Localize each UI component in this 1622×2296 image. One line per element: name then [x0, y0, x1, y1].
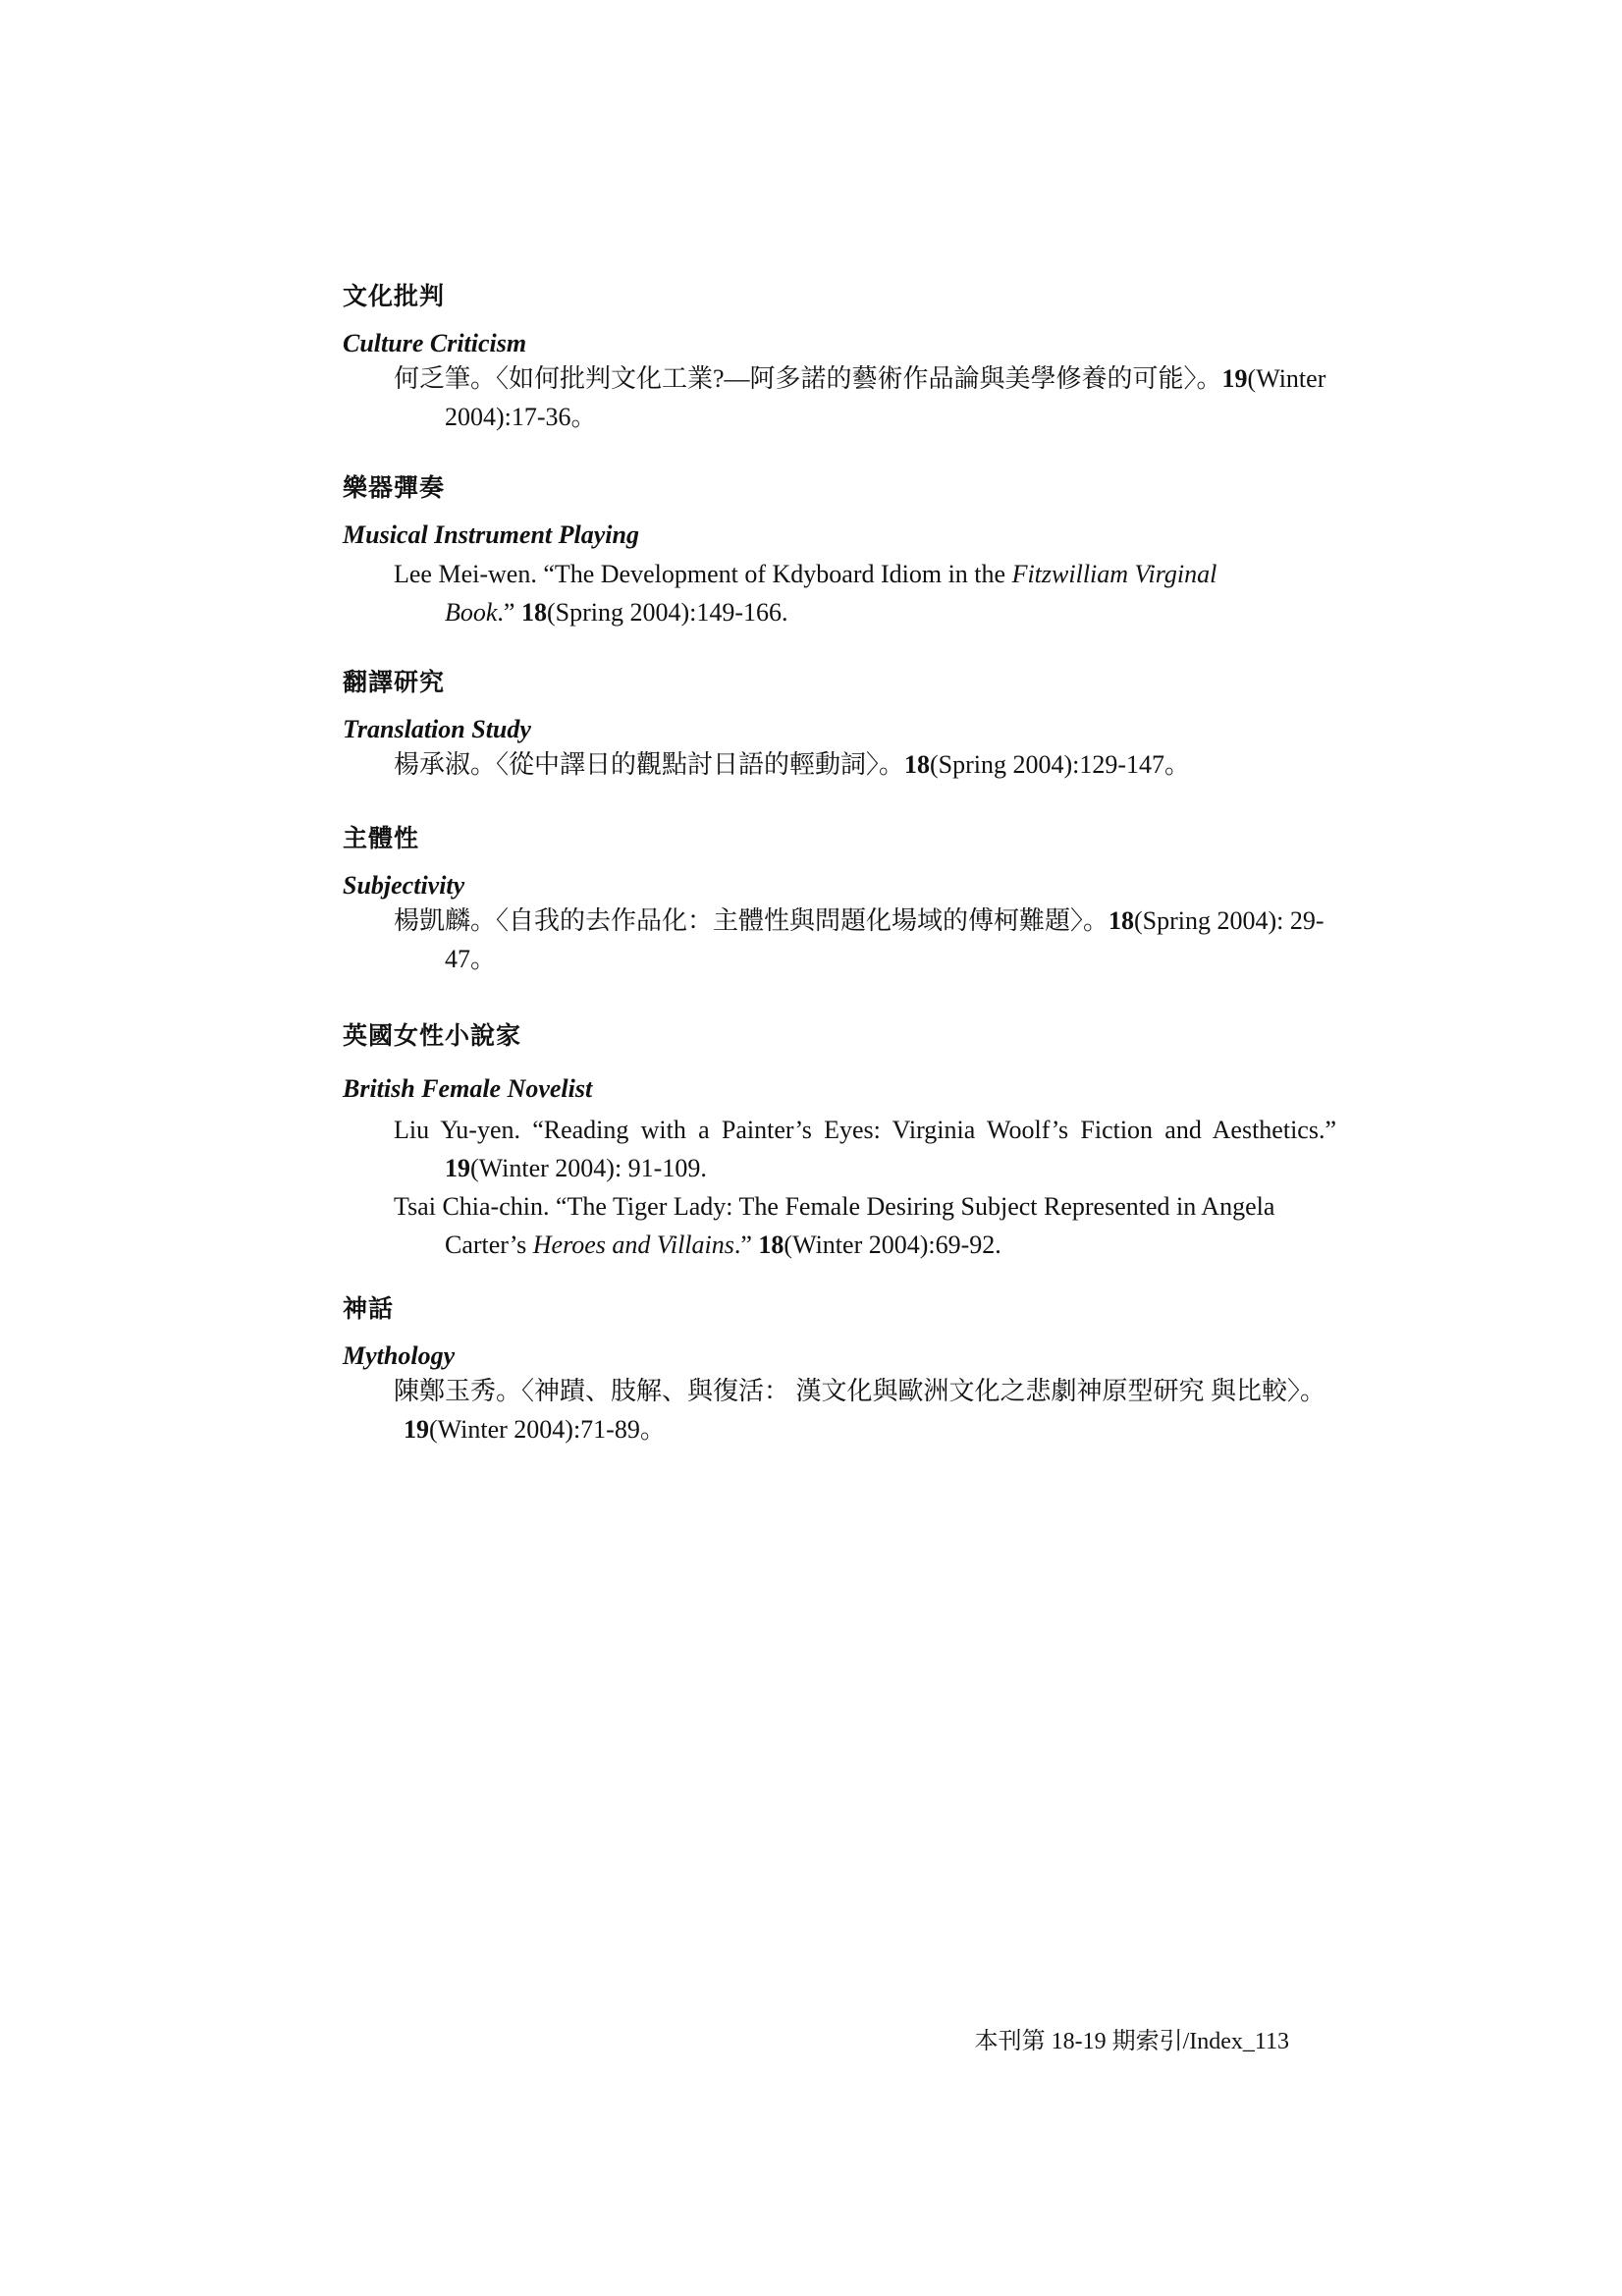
section-title-en: British Female Novelist	[343, 1074, 593, 1103]
entry-text-after: .”	[733, 1230, 759, 1259]
entry-issue: (Winter 2004):71-89。	[429, 1415, 666, 1444]
section-title-en: Subjectivity	[343, 871, 465, 900]
entry-volume: 19	[445, 1154, 470, 1182]
index-entry	[394, 902, 1336, 978]
entry-title-italic: Fitzwilliam Virginal Book	[445, 560, 1217, 627]
entry-issue: (Winter 2004):17-36。	[445, 364, 1326, 431]
section-title-zh: 文化批判	[343, 282, 446, 310]
entry-volume: 18	[520, 598, 547, 627]
entry-text: 陳鄭玉秀。〈神蹟、肢解、與復活： 漢文化與歐洲文化之悲劇神原型研究 與比較〉。	[394, 1377, 1326, 1405]
section-british-female-novelist	[343, 1020, 1336, 1264]
entry-text: Lee Mei-wen. “The Development of Kdyboard Idiom in the	[394, 560, 1012, 588]
entry-text: Liu Yu-yen. “Reading with a Painter’s Eyes: Virginia Woolf’s Fiction and Aesthetics.”	[394, 1116, 1336, 1144]
entry-text-after: .”	[497, 598, 521, 627]
index-entry	[394, 359, 1336, 436]
section-mythology	[343, 1293, 1326, 1449]
section-title-en: Mythology	[343, 1341, 456, 1370]
entry-issue: (Spring 2004):149-166.	[546, 598, 788, 627]
section-translation-study	[343, 667, 1285, 784]
entry-issue: (Spring 2004): 29-47。	[445, 906, 1325, 973]
index-entry	[394, 1372, 1336, 1449]
entry-text: 楊承淑。〈從中譯日的觀點討日語的輕動詞〉。	[394, 750, 905, 779]
entry-text: 楊凱麟。〈自我的去作品化：主體性與問題化場域的傅柯難題〉。	[394, 906, 1109, 935]
entry-volume: 18	[1108, 906, 1135, 935]
section-title-en: Musical Instrument Playing	[343, 520, 639, 549]
entry-text: Tsai Chia-chin. “The Tiger Lady: The Female Desiring Subject Represented in Angela Carter’s	[394, 1192, 1275, 1259]
section-title-zh: 神話	[343, 1294, 395, 1323]
section-title-en: Culture Criticism	[343, 329, 527, 357]
entry-text: 何乏筆。〈如何批判文化工業?—阿多諾的藝術作品論與美學修養的可能〉。	[394, 364, 1222, 393]
index-entry	[394, 745, 1285, 784]
entry-title-italic: Heroes and Villains	[532, 1230, 734, 1259]
section-title-zh: 樂器彈奏	[343, 473, 446, 502]
entry-issue: (Spring 2004):129-147。	[930, 750, 1191, 779]
section-title-en: Translation Study	[343, 715, 531, 743]
section-title-zh: 主體性	[343, 824, 420, 852]
section-culture-criticism	[343, 281, 1326, 436]
section-musical-instrument-playing	[343, 472, 1285, 631]
index-entry	[394, 1111, 1336, 1187]
section-title-zh: 英國女性小說家	[343, 1021, 522, 1050]
entry-volume: 18	[758, 1230, 784, 1259]
entry-volume: 19	[1221, 364, 1248, 393]
index-entry	[394, 1187, 1336, 1264]
section-subjectivity	[343, 823, 1325, 978]
entry-volume: 18	[904, 750, 931, 779]
section-title-zh: 翻譯研究	[343, 668, 446, 696]
page-footer: 本刊第 18-19 期索引/Index_113	[974, 2029, 1289, 2054]
entry-issue: (Winter 2004): 91-109.	[470, 1154, 707, 1182]
index-entry	[394, 555, 1285, 631]
entry-volume: 19	[404, 1415, 429, 1444]
entry-issue: (Winter 2004):69-92.	[784, 1230, 1001, 1259]
